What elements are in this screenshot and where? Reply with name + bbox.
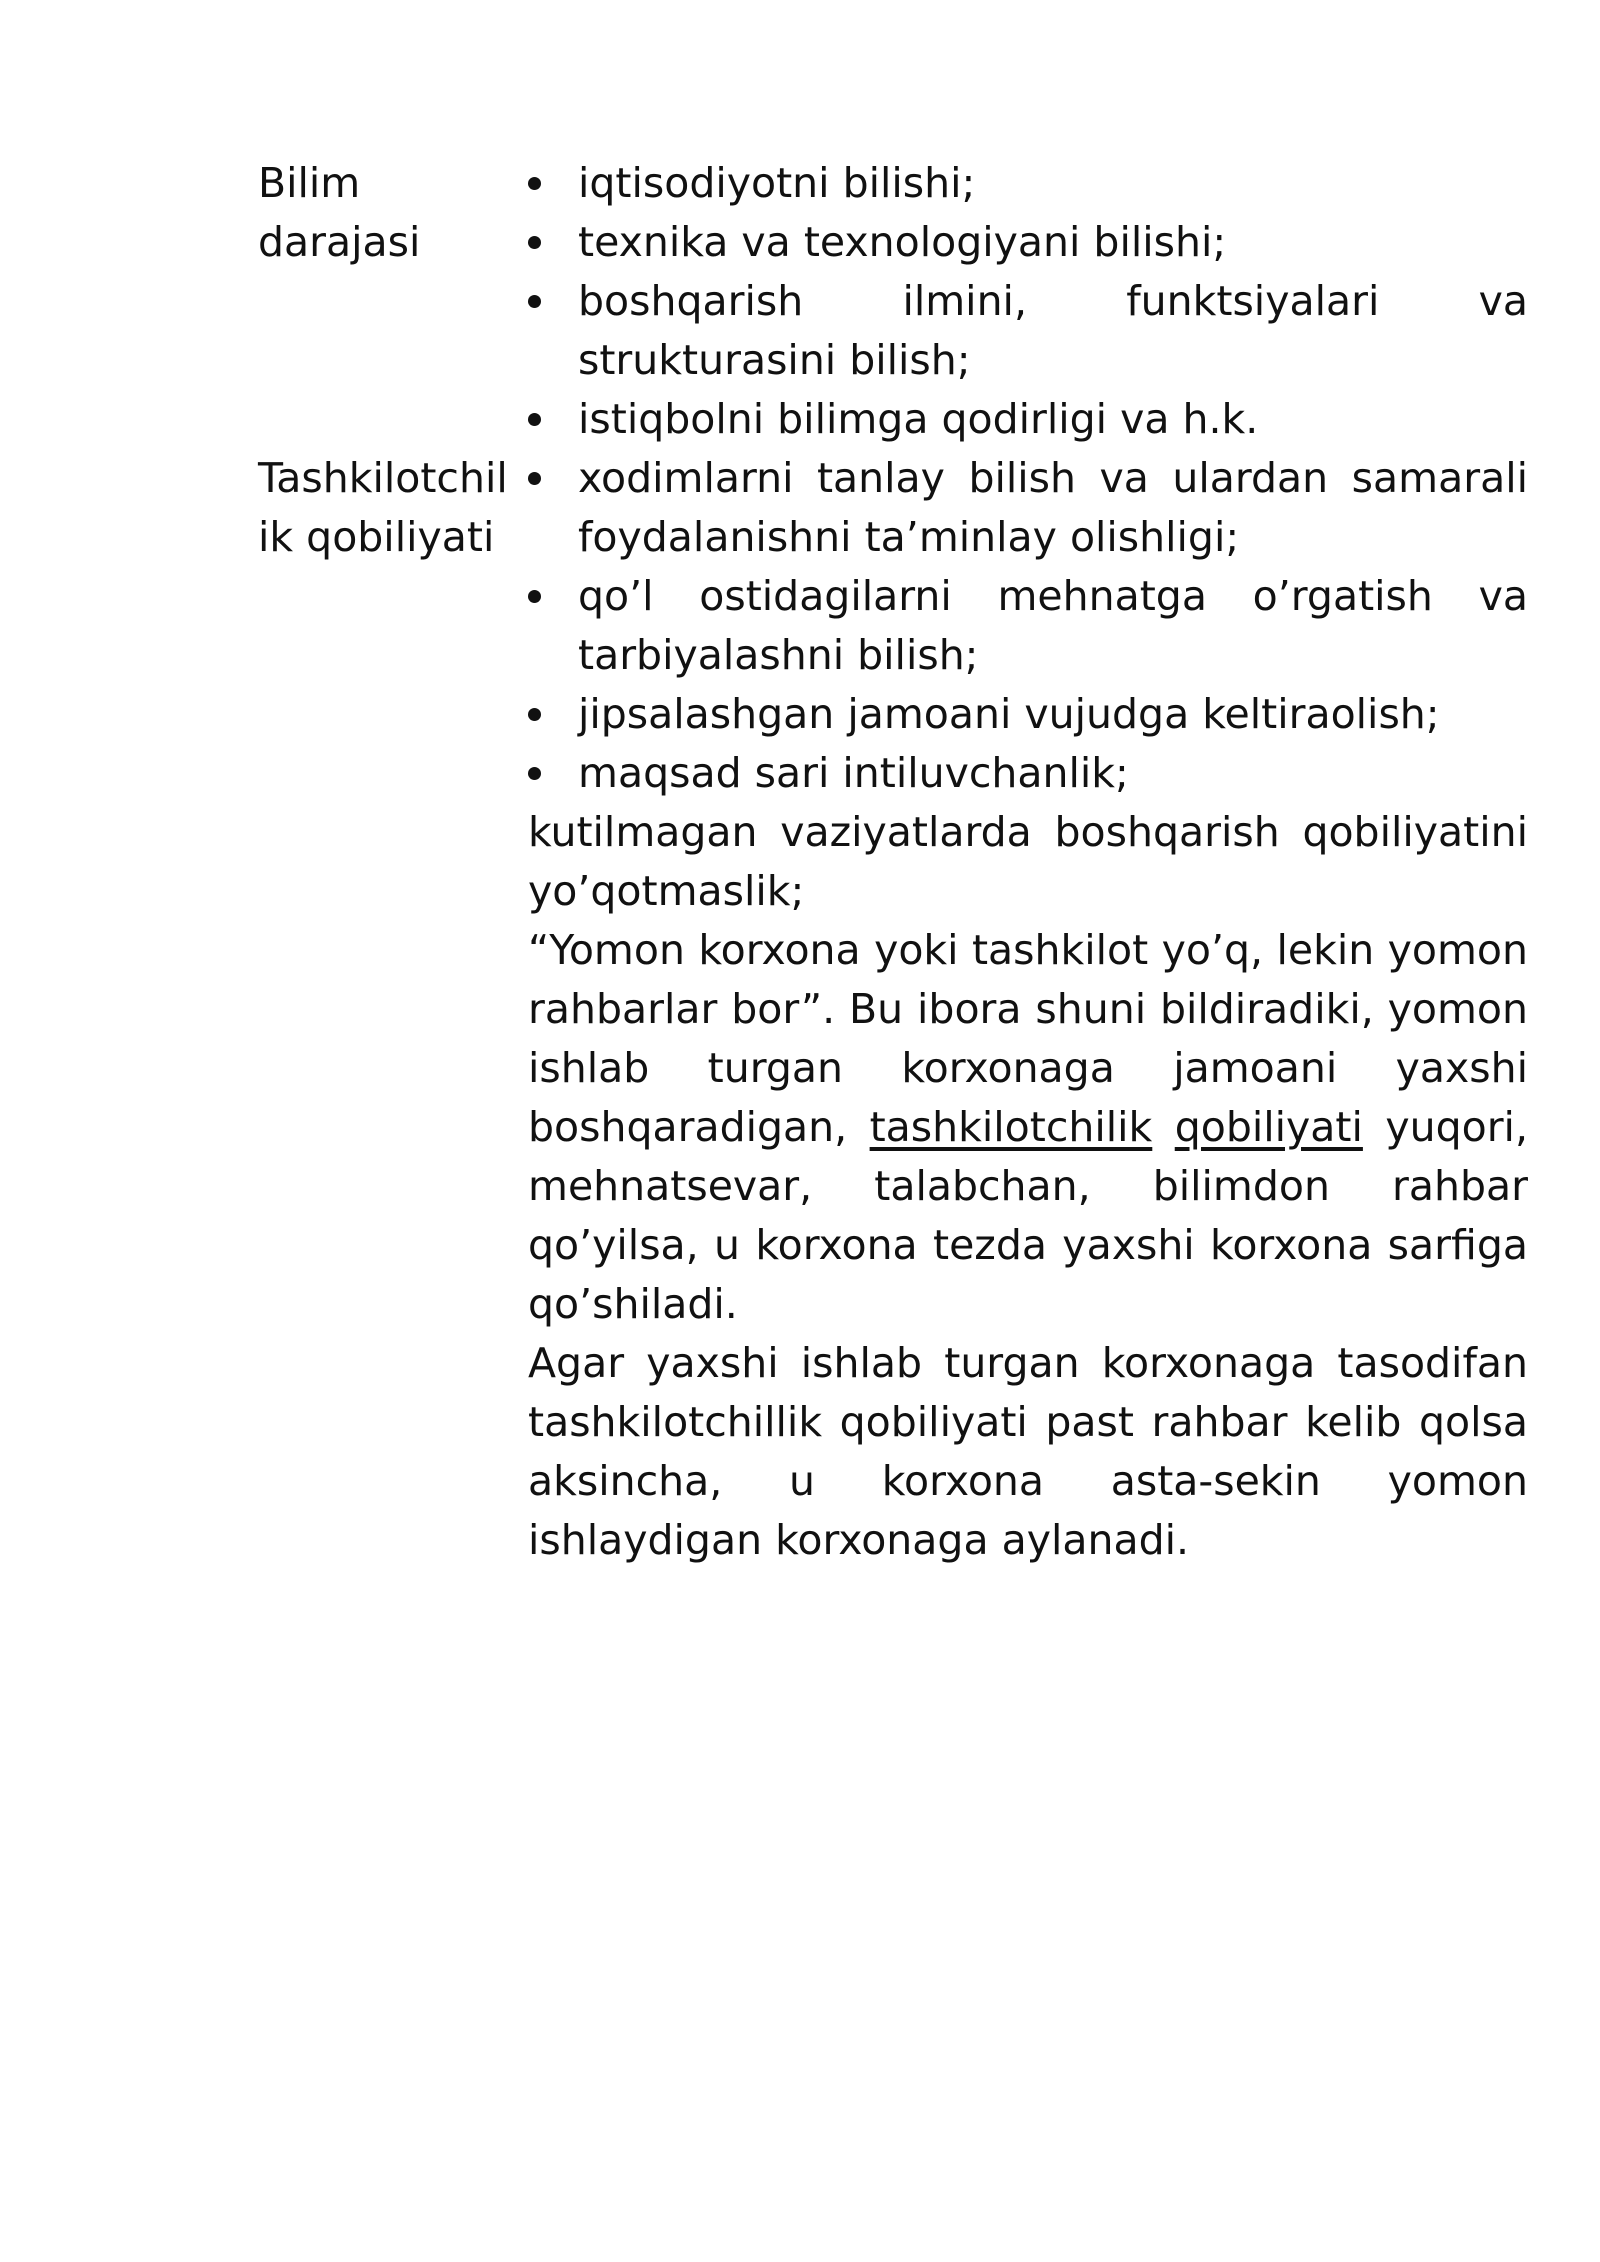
list-item-text: istiqbolni bilimga qodirligi va h.k.	[578, 395, 1259, 443]
row-label-line: Tashkilotchil	[258, 454, 508, 502]
bullet-icon	[528, 472, 541, 485]
bullet-icon	[528, 236, 541, 249]
bullet-icon	[528, 767, 541, 780]
list-item-text: jipsalashgan jamoani vujudga keltiraolish;	[578, 690, 1440, 738]
row-label-line: Bilim	[258, 159, 361, 207]
list-item-text: boshqarish ilmini, funktsiyalari va strukturasini bilish;	[578, 277, 1528, 384]
bullet-icon	[528, 708, 541, 721]
bullet-list	[528, 449, 1528, 803]
row-content	[528, 449, 1528, 1570]
bullet-icon	[528, 413, 541, 426]
bullet-list	[528, 154, 1528, 449]
list-item-text: texnika va texnologiyani bilishi;	[578, 218, 1227, 266]
list-item	[528, 685, 1528, 744]
paragraph: Agar yaxshi ishlab turgan korxonaga tasodifan tashkilotchillik qobiliyati past rahbar kelib qolsa aksincha, u korxona asta-sekin yomon ishlaydigan korxonaga aylanadi.	[528, 1339, 1528, 1564]
list-item	[528, 567, 1528, 685]
list-item	[528, 213, 1528, 272]
row-content	[528, 154, 1528, 449]
underlined-term: tashkilotchilik	[869, 1103, 1153, 1151]
row-label	[258, 449, 528, 1570]
row-label-line: ik qobiliyati	[258, 513, 495, 561]
bullet-icon	[528, 177, 541, 190]
list-item	[528, 154, 1528, 213]
row-tashkilotchilik-qobiliyati	[258, 449, 1543, 1570]
row-label	[258, 154, 528, 449]
underlined-term: qobiliyati	[1174, 1103, 1363, 1151]
list-item	[528, 272, 1528, 390]
row-bilim-darajasi	[258, 154, 1543, 449]
paragraph-text: “Yomon korxona yoki tashkilot yo’q, lekin yomon rahbarlar bor”. Bu ibora shuni bildiradiki, yomon ishlab turgan korxonaga jamoani yaxshi boshqaradigan,	[528, 926, 1528, 1151]
list-item-text: qo’l ostidagilarni mehnatga o’rgatish va tarbiyalashni bilish;	[578, 572, 1528, 679]
list-item	[528, 449, 1528, 567]
list-item-text: iqtisodiyotni bilishi;	[578, 159, 976, 207]
bullet-icon	[528, 295, 541, 308]
paragraph: kutilmagan vaziyatlarda boshqarish qobiliyatini yo’qotmaslik;	[528, 808, 1528, 915]
list-item-text: xodimlarni tanlay bilish va ulardan samarali foydalanishni ta’minlay olishligi;	[578, 454, 1528, 561]
list-item	[528, 390, 1528, 449]
bullet-icon	[528, 590, 541, 603]
list-item	[528, 744, 1528, 803]
paragraph	[528, 921, 1528, 1334]
paragraph-text: yuqori, mehnatsevar, talabchan, bilimdon rahbar qo’yilsa, u korxona tezda yaxshi korxona sarfiga qo’shiladi.	[528, 1103, 1528, 1328]
row-label-line: darajasi	[258, 218, 421, 266]
list-item-text: maqsad sari intiluvchanlik;	[578, 749, 1129, 797]
